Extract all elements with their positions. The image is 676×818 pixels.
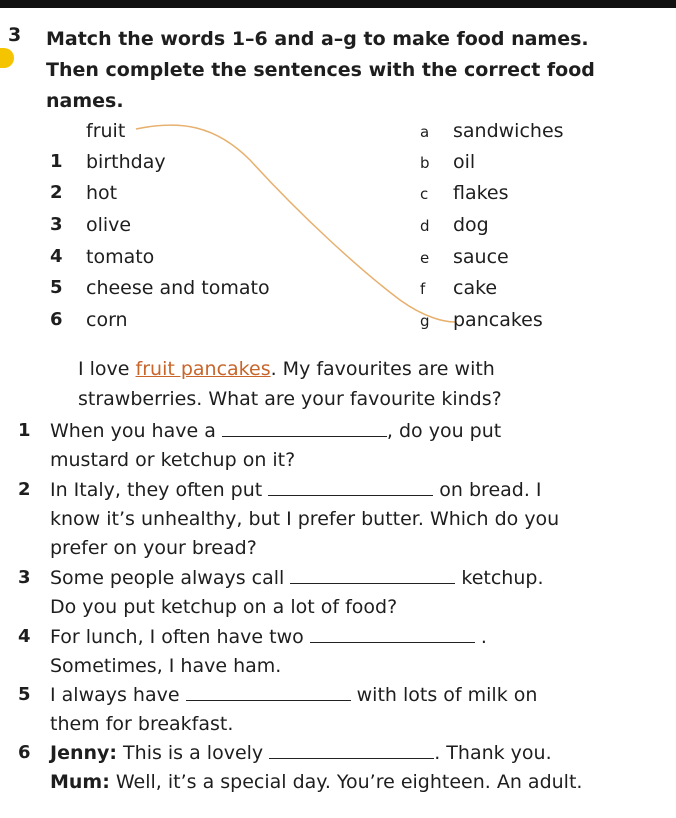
speaker-name: Mum: xyxy=(50,771,110,793)
left-item-word: cheese and tomato xyxy=(86,277,270,299)
right-item-letter: g xyxy=(420,312,430,330)
left-item-word: corn xyxy=(86,309,128,331)
sentence-number: 2 xyxy=(18,479,31,500)
right-item-letter: a xyxy=(420,123,430,141)
left-item-number: 6 xyxy=(50,309,63,330)
sentence-line: Jenny: This is a lovely . Thank you. xyxy=(50,742,552,764)
sentence-line: For lunch, I often have two . xyxy=(50,626,487,648)
sentence-line: In Italy, they often put on bread. I xyxy=(50,479,542,501)
example-sentence-line2: strawberries. What are your favourite kinds? xyxy=(78,388,502,410)
sentence-line: When you have a , do you put xyxy=(50,420,502,442)
answer-blank[interactable] xyxy=(222,422,387,437)
sentence-line: prefer on your bread? xyxy=(50,537,257,559)
sentence-line: Some people always call ketchup. xyxy=(50,567,544,589)
right-item-letter: b xyxy=(420,154,430,172)
left-item-number: 3 xyxy=(50,214,63,235)
sentence-line: them for breakfast. xyxy=(50,713,234,735)
right-item-word: flakes xyxy=(453,182,509,204)
sentence-line: know it’s unhealthy, but I prefer butter. Which do you xyxy=(50,508,560,530)
sentence-line: Do you put ketchup on a lot of food? xyxy=(50,596,398,618)
left-item-number: 5 xyxy=(50,277,63,298)
left-item-number: 1 xyxy=(50,151,63,172)
left-item-number: 4 xyxy=(50,246,63,267)
answer-blank[interactable] xyxy=(268,481,433,496)
speaker-name: Jenny: xyxy=(50,742,117,764)
left-item-word: fruit xyxy=(86,120,126,142)
right-item-word: oil xyxy=(453,151,476,173)
right-item-word: pancakes xyxy=(453,309,543,331)
left-item-word: birthday xyxy=(86,151,166,173)
example-answer: fruit pancakes xyxy=(135,358,271,380)
sentence-number: 5 xyxy=(18,684,31,705)
answer-blank[interactable] xyxy=(186,686,351,701)
sentence-line: Sometimes, I have ham. xyxy=(50,655,282,677)
sentence-number: 6 xyxy=(18,742,31,763)
right-item-word: sandwiches xyxy=(453,120,564,142)
answer-blank[interactable] xyxy=(290,569,455,584)
left-item-number: 2 xyxy=(50,182,63,203)
left-item-word: hot xyxy=(86,182,118,204)
sentence-line: mustard or ketchup on it? xyxy=(50,449,296,471)
left-item-word: tomato xyxy=(86,246,155,268)
right-item-letter: e xyxy=(420,249,430,267)
exercise-number: 3 xyxy=(8,24,22,46)
right-item-word: cake xyxy=(453,277,498,299)
sentence-line: I always have with lots of milk on xyxy=(50,684,538,706)
sentence-number: 4 xyxy=(18,626,31,647)
left-item-word: olive xyxy=(86,214,132,236)
example-sentence: I love fruit pancakes. My favourites are with xyxy=(78,358,495,380)
exercise-instruction: Match the words 1–6 and a–g to make food names. Then complete the sentences with the correct food names. xyxy=(46,28,595,112)
right-item-word: sauce xyxy=(453,246,509,268)
right-item-letter: d xyxy=(420,217,430,235)
sentence-number: 3 xyxy=(18,567,31,588)
right-item-word: dog xyxy=(453,214,489,236)
sentence-line: Mum: Well, it’s a special day. You’re eighteen. An adult. xyxy=(50,771,583,793)
sentence-number: 1 xyxy=(18,420,31,441)
right-item-letter: c xyxy=(420,185,429,203)
right-item-letter: f xyxy=(420,280,426,298)
answer-blank[interactable] xyxy=(269,744,434,759)
answer-blank[interactable] xyxy=(310,628,475,643)
